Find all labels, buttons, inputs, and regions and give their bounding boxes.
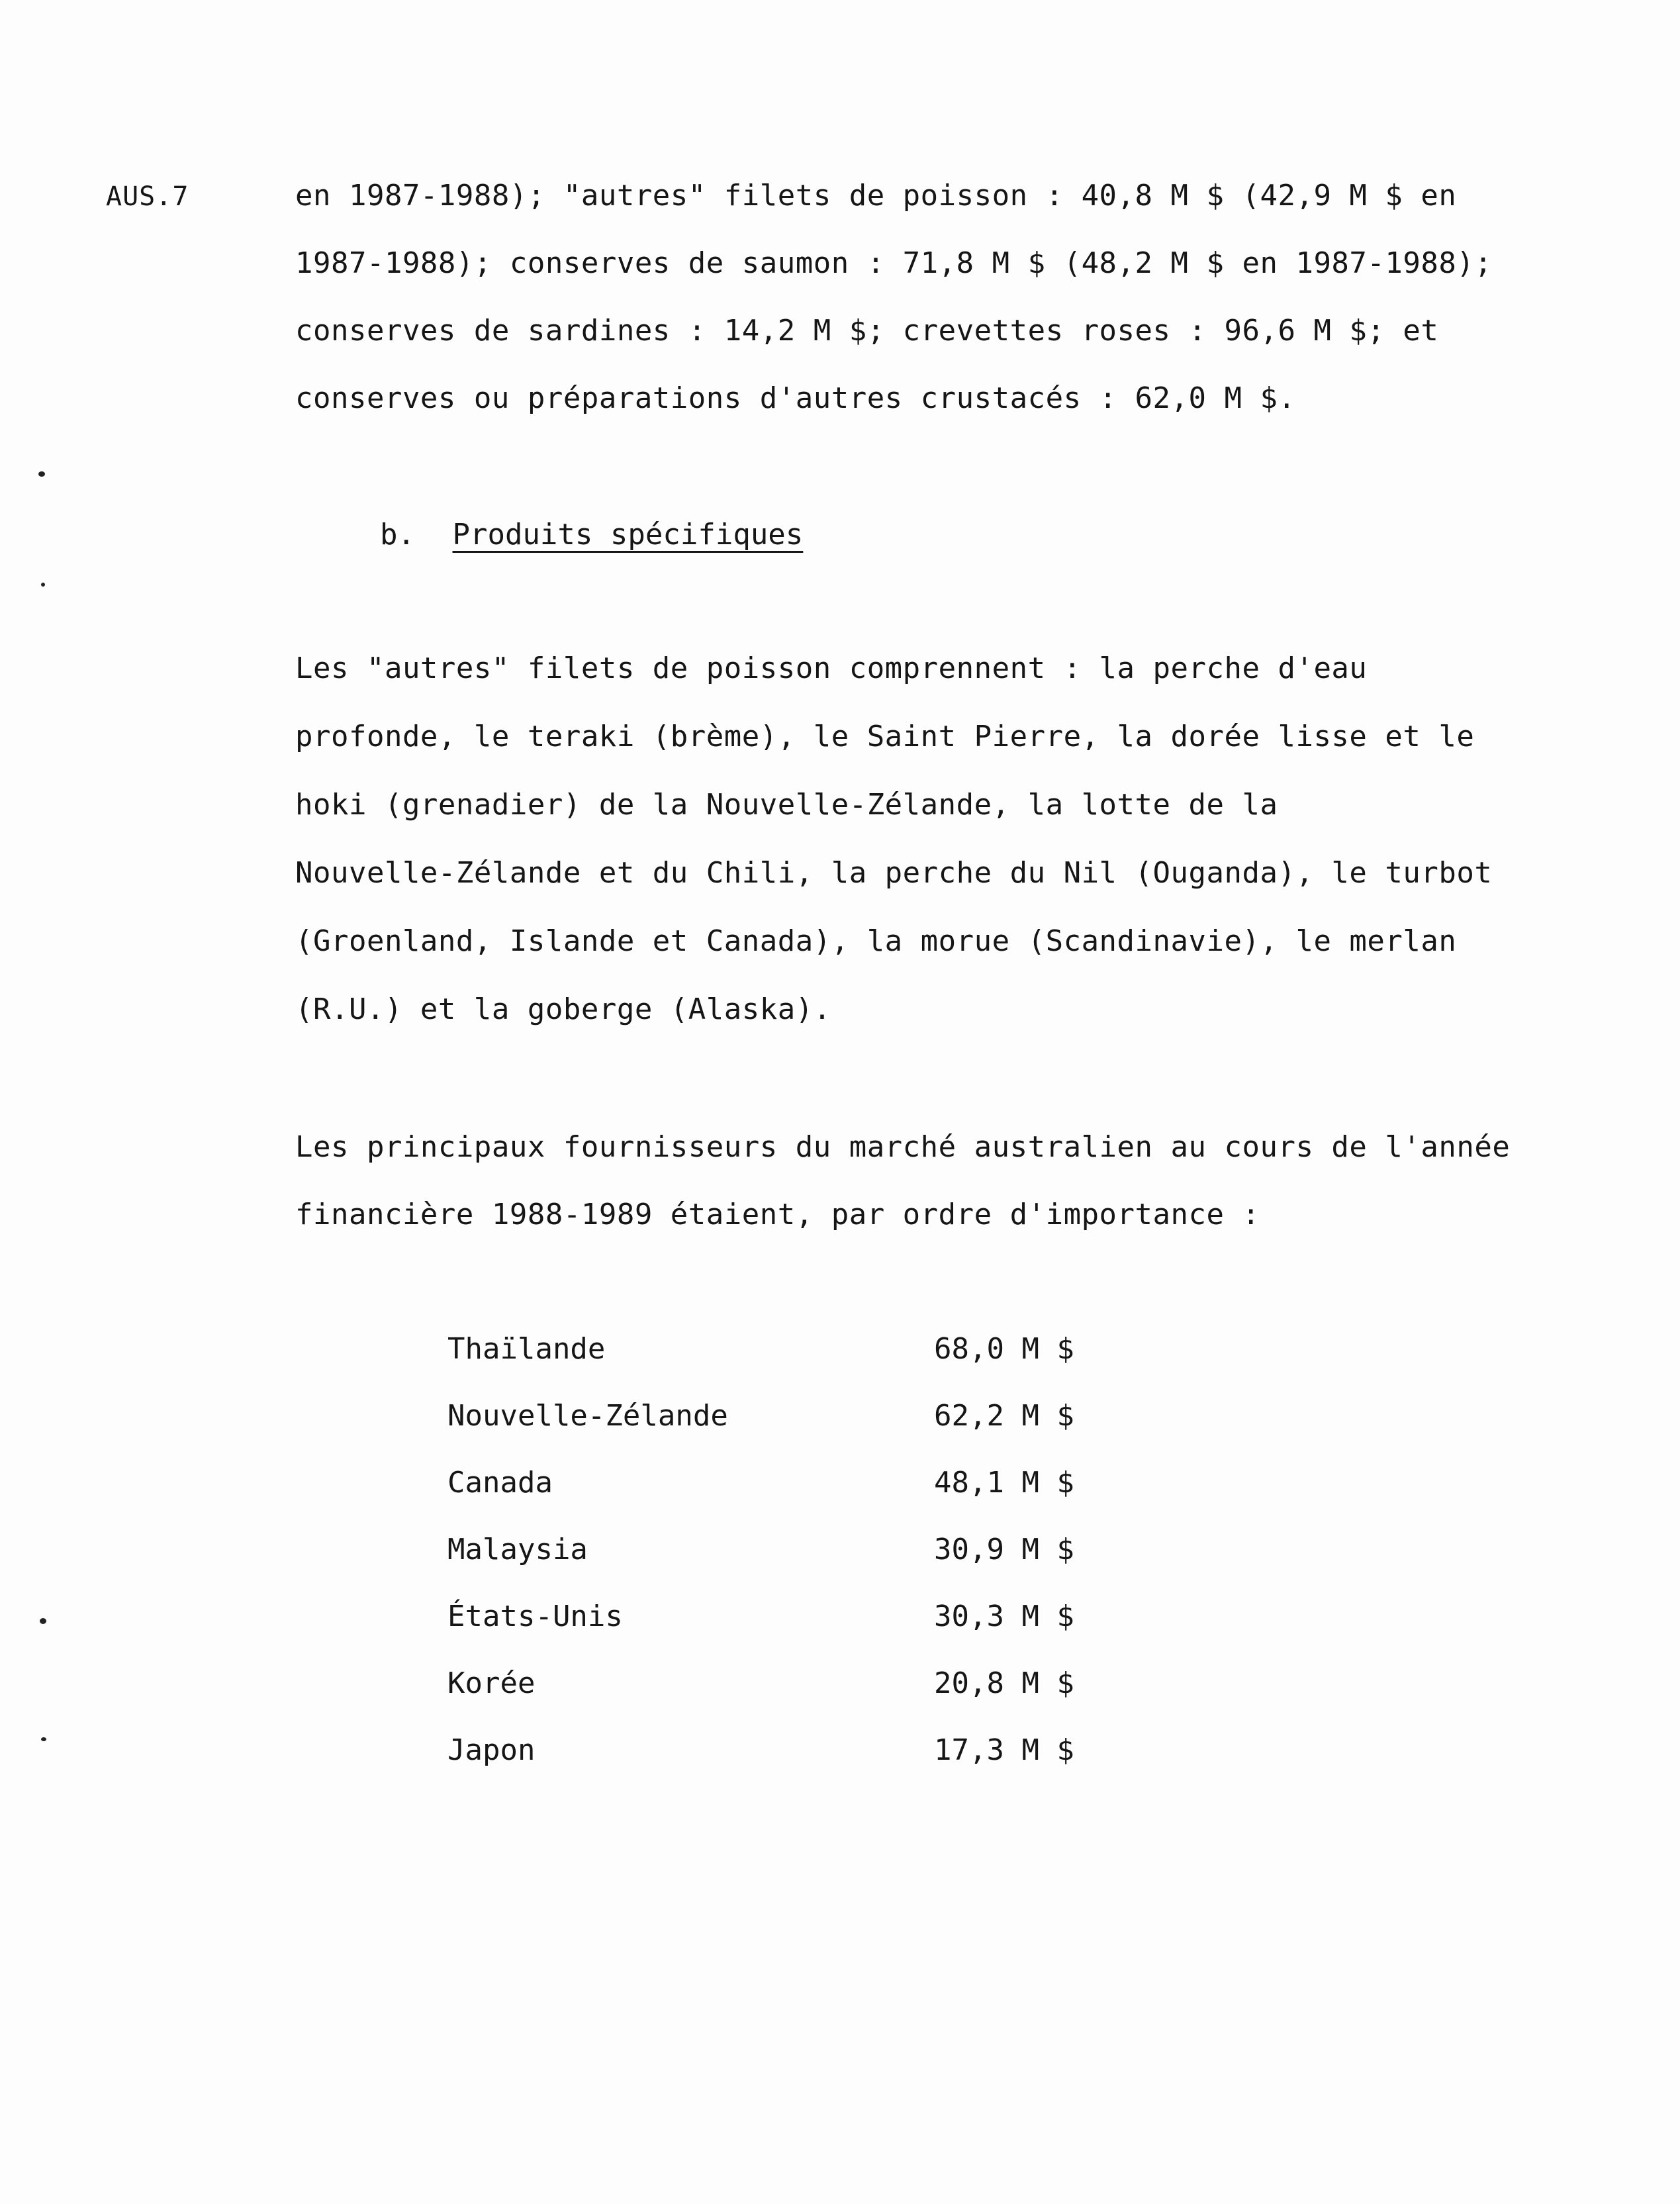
paragraph1-line-1: en 1987-1988); "autres" filets de poisson : 40,8 M $ (42,9 M $ en	[295, 179, 1457, 213]
paragraph2-line-4: Nouvelle-Zélande et du Chili, la perche du Nil (Ouganda), le turbot	[295, 856, 1493, 890]
supplier-amount: 17,3 M $	[934, 1733, 1074, 1767]
paragraph2-line-1: Les "autres" filets de poisson comprennent : la perche d'eau	[295, 651, 1368, 685]
paragraph1-line-4: conserves ou préparations d'autres crustacés : 62,0 M $.	[295, 381, 1296, 415]
paragraph1-line-2: 1987-1988); conserves de saumon : 71,8 M $ (48,2 M $ en 1987-1988);	[295, 246, 1493, 280]
scan-speck	[40, 1618, 46, 1624]
supplier-row	[447, 1398, 1074, 1464]
section-heading	[380, 516, 803, 553]
supplier-amount: 68,0 M $	[934, 1332, 1074, 1366]
supplier-country: Thaïlande	[447, 1332, 606, 1366]
supplier-row	[447, 1331, 1074, 1398]
supplier-country: Canada	[447, 1466, 553, 1500]
paragraph2-line-3: hoki (grenadier) de la Nouvelle-Zélande, la lotte de la	[295, 788, 1278, 822]
page-reference: AUS.7	[106, 181, 189, 212]
paragraph2-line-5: (Groenland, Islande et Canada), la morue (Scandinavie), le merlan	[295, 924, 1457, 958]
scan-speck	[41, 1737, 46, 1741]
paragraph3-line-1: Les principaux fournisseurs du marché australien au cours de l'année	[295, 1130, 1511, 1164]
supplier-country: Japon	[447, 1733, 536, 1767]
supplier-amount: 62,2 M $	[934, 1399, 1074, 1433]
scan-speck	[38, 471, 45, 477]
paragraph1-line-3: conserves de sardines : 14,2 M $; crevettes roses : 96,6 M $; et	[295, 314, 1439, 348]
supplier-row	[447, 1464, 1074, 1531]
paragraph3-line-2: financière 1988-1989 étaient, par ordre d'importance :	[295, 1198, 1260, 1231]
supplier-row	[447, 1732, 1074, 1799]
paragraph2-line-2: profonde, le teraki (brème), le Saint Pierre, la dorée lisse et le	[295, 720, 1475, 753]
supplier-country: Nouvelle-Zélande	[447, 1399, 728, 1433]
supplier-amount: 30,3 M $	[934, 1600, 1074, 1633]
section-letter: b.	[380, 518, 415, 551]
supplier-row	[447, 1665, 1074, 1732]
supplier-row	[447, 1598, 1074, 1665]
supplier-row	[447, 1531, 1074, 1598]
supplier-amount: 30,9 M $	[934, 1533, 1074, 1566]
supplier-amount: 20,8 M $	[934, 1666, 1074, 1700]
supplier-table	[447, 1331, 1074, 1799]
supplier-country: États-Unis	[447, 1600, 623, 1633]
scan-speck	[41, 583, 45, 587]
section-title: Produits spécifiques	[452, 518, 804, 551]
supplier-country: Malaysia	[447, 1533, 588, 1566]
supplier-country: Korée	[447, 1666, 536, 1700]
supplier-amount: 48,1 M $	[934, 1466, 1074, 1500]
paragraph2-line-6: (R.U.) et la goberge (Alaska).	[295, 992, 831, 1026]
